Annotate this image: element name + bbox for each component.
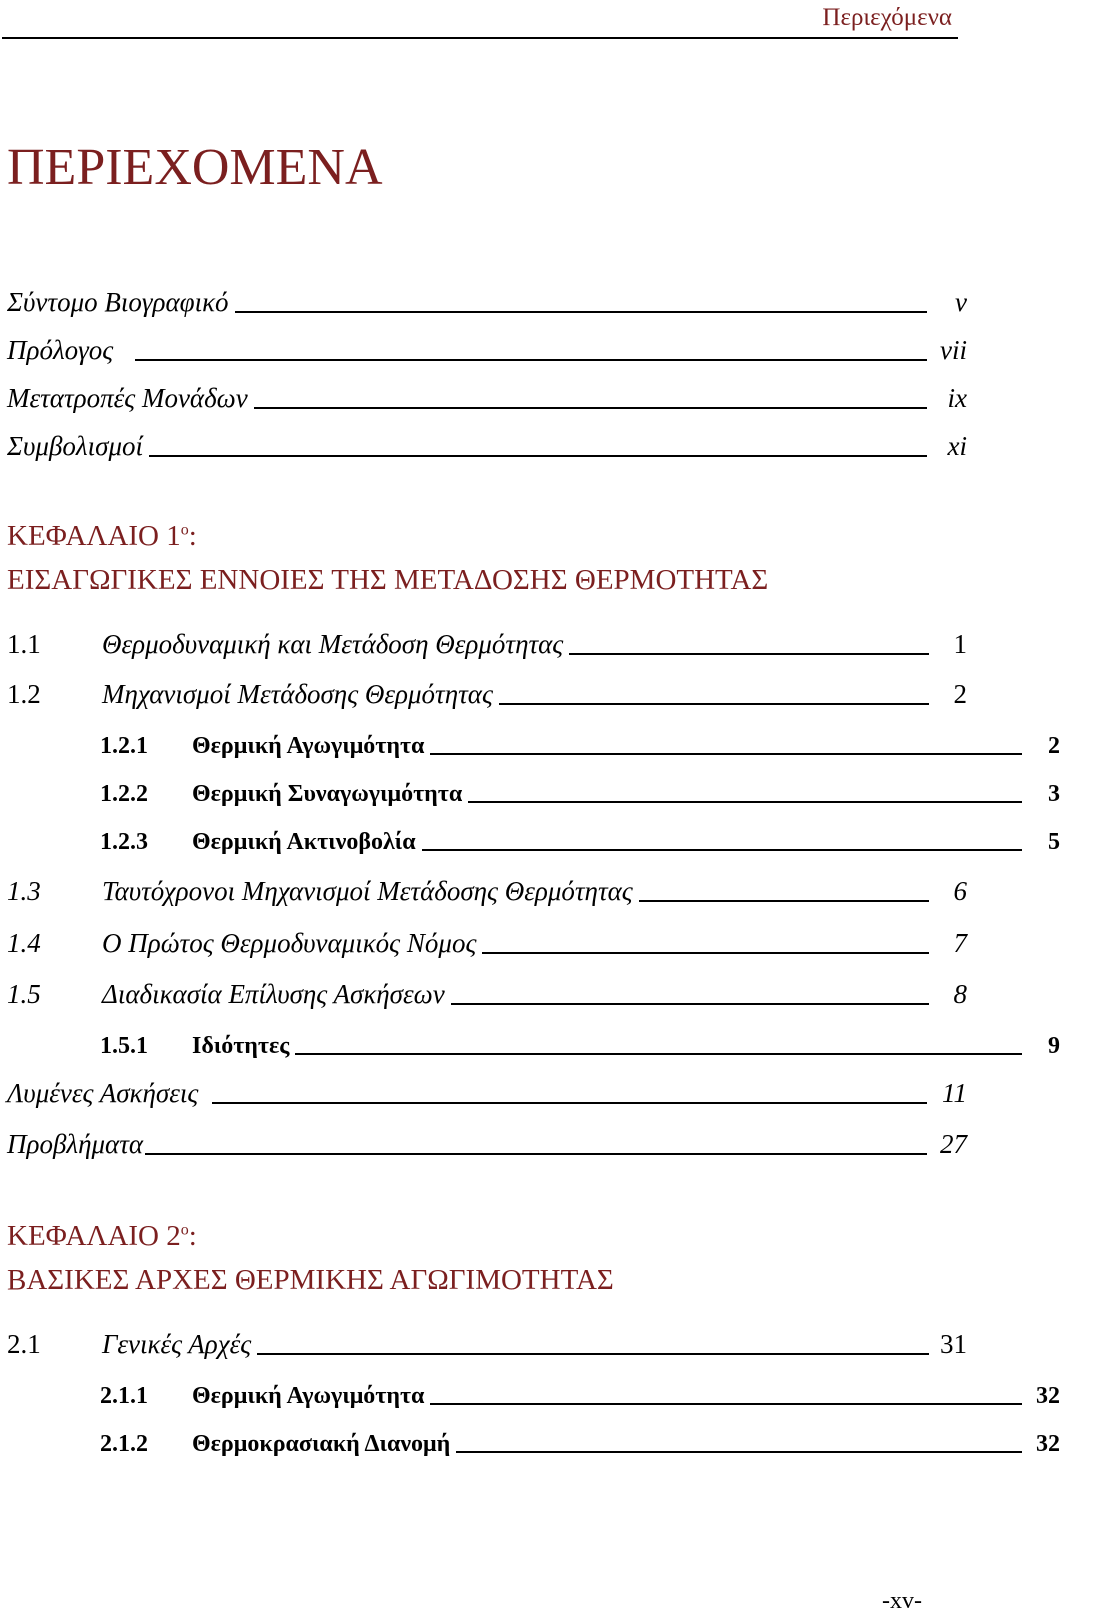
toc-leader-line <box>569 653 929 655</box>
toc-leader-line <box>135 359 927 361</box>
chapter-colon: : <box>188 520 197 552</box>
toc-entry-symbols[interactable] <box>0 428 1003 462</box>
toc-entry-problems[interactable] <box>0 1126 1003 1160</box>
chapter-ordinal: ο <box>180 521 189 539</box>
toc-section-number: 1.4 <box>7 928 41 958</box>
toc-leader-line <box>430 1403 1022 1405</box>
page-number: -xv- <box>882 1588 922 1614</box>
toc-entry-title: Διαδικασία Επίλυσης Ασκήσεων <box>102 979 445 1009</box>
toc-page-number: 9 <box>1048 1033 1060 1059</box>
toc-entry-title: Θερμική Αγωγιμότητα <box>192 1383 425 1409</box>
toc-page-number: 2 <box>953 679 967 709</box>
toc-leader-line <box>235 311 927 313</box>
toc-section-number: 1.2.3 <box>100 829 148 855</box>
toc-leader-line <box>482 952 929 954</box>
toc-section-number: 2.1 <box>7 1329 41 1359</box>
toc-entry-title: Συμβολισμοί <box>7 431 144 461</box>
toc-entry-1-1[interactable] <box>0 626 1005 660</box>
toc-entry-title: Ο Πρώτος Θερμοδυναμικός Νόμος <box>102 928 477 958</box>
toc-leader-line <box>499 703 929 705</box>
toc-entry-title: Θερμική Αγωγιμότητα <box>192 733 425 759</box>
toc-section-number: 1.5.1 <box>100 1033 148 1059</box>
chapter-1-heading <box>7 520 197 553</box>
toc-section-number: 1.3 <box>7 876 41 906</box>
toc-section-number: 1.2.2 <box>100 781 148 807</box>
toc-leader-line <box>145 1153 927 1155</box>
toc-page-number: v <box>955 287 967 317</box>
toc-leader-line <box>639 900 929 902</box>
chapter-2-subtitle: ΒΑΣΙΚΕΣ ΑΡΧΕΣ ΘΕΡΜΙΚΗΣ ΑΓΩΓΙΜΟΤΗΤΑΣ <box>7 1264 614 1296</box>
toc-page-number: 7 <box>953 928 967 958</box>
toc-page-number: 32 <box>1036 1383 1060 1409</box>
toc-entry-biography[interactable] <box>0 284 1003 318</box>
toc-page-number: 3 <box>1048 781 1060 807</box>
toc-page-number: 6 <box>953 876 967 906</box>
toc-entry-unit-conversions[interactable] <box>0 380 1003 414</box>
page-title: ΠΕΡΙΕΧΟΜΕΝΑ <box>7 139 383 196</box>
toc-entry-1-5-1[interactable] <box>0 1026 1098 1060</box>
toc-entry-1-4[interactable] <box>0 925 1005 959</box>
chapter-colon: : <box>188 1220 197 1252</box>
toc-entry-2-1-1[interactable] <box>0 1376 1098 1410</box>
toc-leader-line <box>456 1451 1022 1453</box>
toc-entry-title: Ιδιότητες <box>192 1033 290 1059</box>
toc-leader-line <box>254 407 927 409</box>
toc-entry-title: Λυμένες Ασκήσεις <box>7 1078 199 1108</box>
toc-leader-line <box>212 1102 927 1104</box>
toc-page-number: 11 <box>942 1078 967 1108</box>
toc-entry-2-1-2[interactable] <box>0 1424 1098 1458</box>
toc-leader-line <box>451 1003 929 1005</box>
toc-section-number: 1.1 <box>7 629 41 659</box>
toc-entry-title: Θερμική Συναγωγιμότητα <box>192 781 463 807</box>
chapter-label: ΚΕΦΑΛΑΙΟ 1 <box>7 520 181 552</box>
toc-entry-title: Θερμοδυναμική και Μετάδοση Θερμότητας <box>102 629 564 659</box>
toc-leader-line <box>422 849 1022 851</box>
toc-section-number: 2.1.1 <box>100 1383 148 1409</box>
toc-entry-title: Θερμική Ακτινοβολία <box>192 829 416 855</box>
toc-page-number: vii <box>940 335 967 365</box>
toc-page-number: 32 <box>1036 1431 1060 1457</box>
toc-entry-1-2-1[interactable] <box>0 726 1098 760</box>
chapter-2-heading <box>7 1220 197 1253</box>
toc-entry-1-2[interactable] <box>0 676 1005 710</box>
toc-entry-title: Πρόλογος <box>7 335 114 365</box>
chapter-ordinal: ο <box>180 1221 189 1239</box>
running-header: Περιεχόμενα <box>822 4 952 31</box>
toc-entry-title: Ταυτόχρονοι Μηχανισμοί Μετάδοσης Θερμότητας <box>102 876 633 906</box>
toc-entry-2-1[interactable] <box>0 1326 1005 1360</box>
toc-entry-title: Μετατροπές Μονάδων <box>7 383 248 413</box>
chapter-label: ΚΕΦΑΛΑΙΟ 2 <box>7 1220 181 1252</box>
toc-page-number: 5 <box>1048 829 1060 855</box>
toc-section-number: 2.1.2 <box>100 1431 148 1457</box>
toc-entry-title: Σύντομο Βιογραφικό <box>7 287 229 317</box>
toc-entry-title: Προβλήματα <box>7 1129 144 1159</box>
toc-entry-1-2-3[interactable] <box>0 822 1098 856</box>
header-rule <box>2 37 958 39</box>
toc-page-number: 8 <box>953 979 967 1009</box>
toc-leader-line <box>468 801 1022 803</box>
toc-page-number: xi <box>947 431 967 461</box>
toc-page-number: 27 <box>940 1129 967 1159</box>
toc-page-number: 31 <box>940 1329 967 1359</box>
toc-entry-title: Γενικές Αρχές <box>102 1329 252 1359</box>
toc-entry-title: Μηχανισμοί Μετάδοσης Θερμότητας <box>102 679 493 709</box>
toc-leader-line <box>430 753 1022 755</box>
toc-entry-1-3[interactable] <box>0 873 1005 907</box>
toc-page-number: ix <box>947 383 967 413</box>
toc-leader-line <box>149 455 927 457</box>
toc-entry-preface[interactable] <box>0 332 1003 366</box>
toc-page-number: 1 <box>953 629 967 659</box>
toc-section-number: 1.5 <box>7 979 41 1009</box>
toc-entry-1-5[interactable] <box>0 976 1005 1010</box>
chapter-1-subtitle: ΕΙΣΑΓΩΓΙΚΕΣ ΕΝΝΟΙΕΣ ΤΗΣ ΜΕΤΑΔΟΣΗΣ ΘΕΡΜΟΤΗΤΑΣ <box>7 564 769 596</box>
toc-section-number: 1.2 <box>7 679 41 709</box>
toc-leader-line <box>295 1053 1022 1055</box>
toc-entry-solved-exercises[interactable] <box>0 1075 1003 1109</box>
toc-leader-line <box>257 1353 929 1355</box>
toc-entry-title: Θερμοκρασιακή Διανομή <box>192 1431 451 1457</box>
toc-entry-1-2-2[interactable] <box>0 774 1098 808</box>
toc-page-number: 2 <box>1048 733 1060 759</box>
toc-section-number: 1.2.1 <box>100 733 148 759</box>
